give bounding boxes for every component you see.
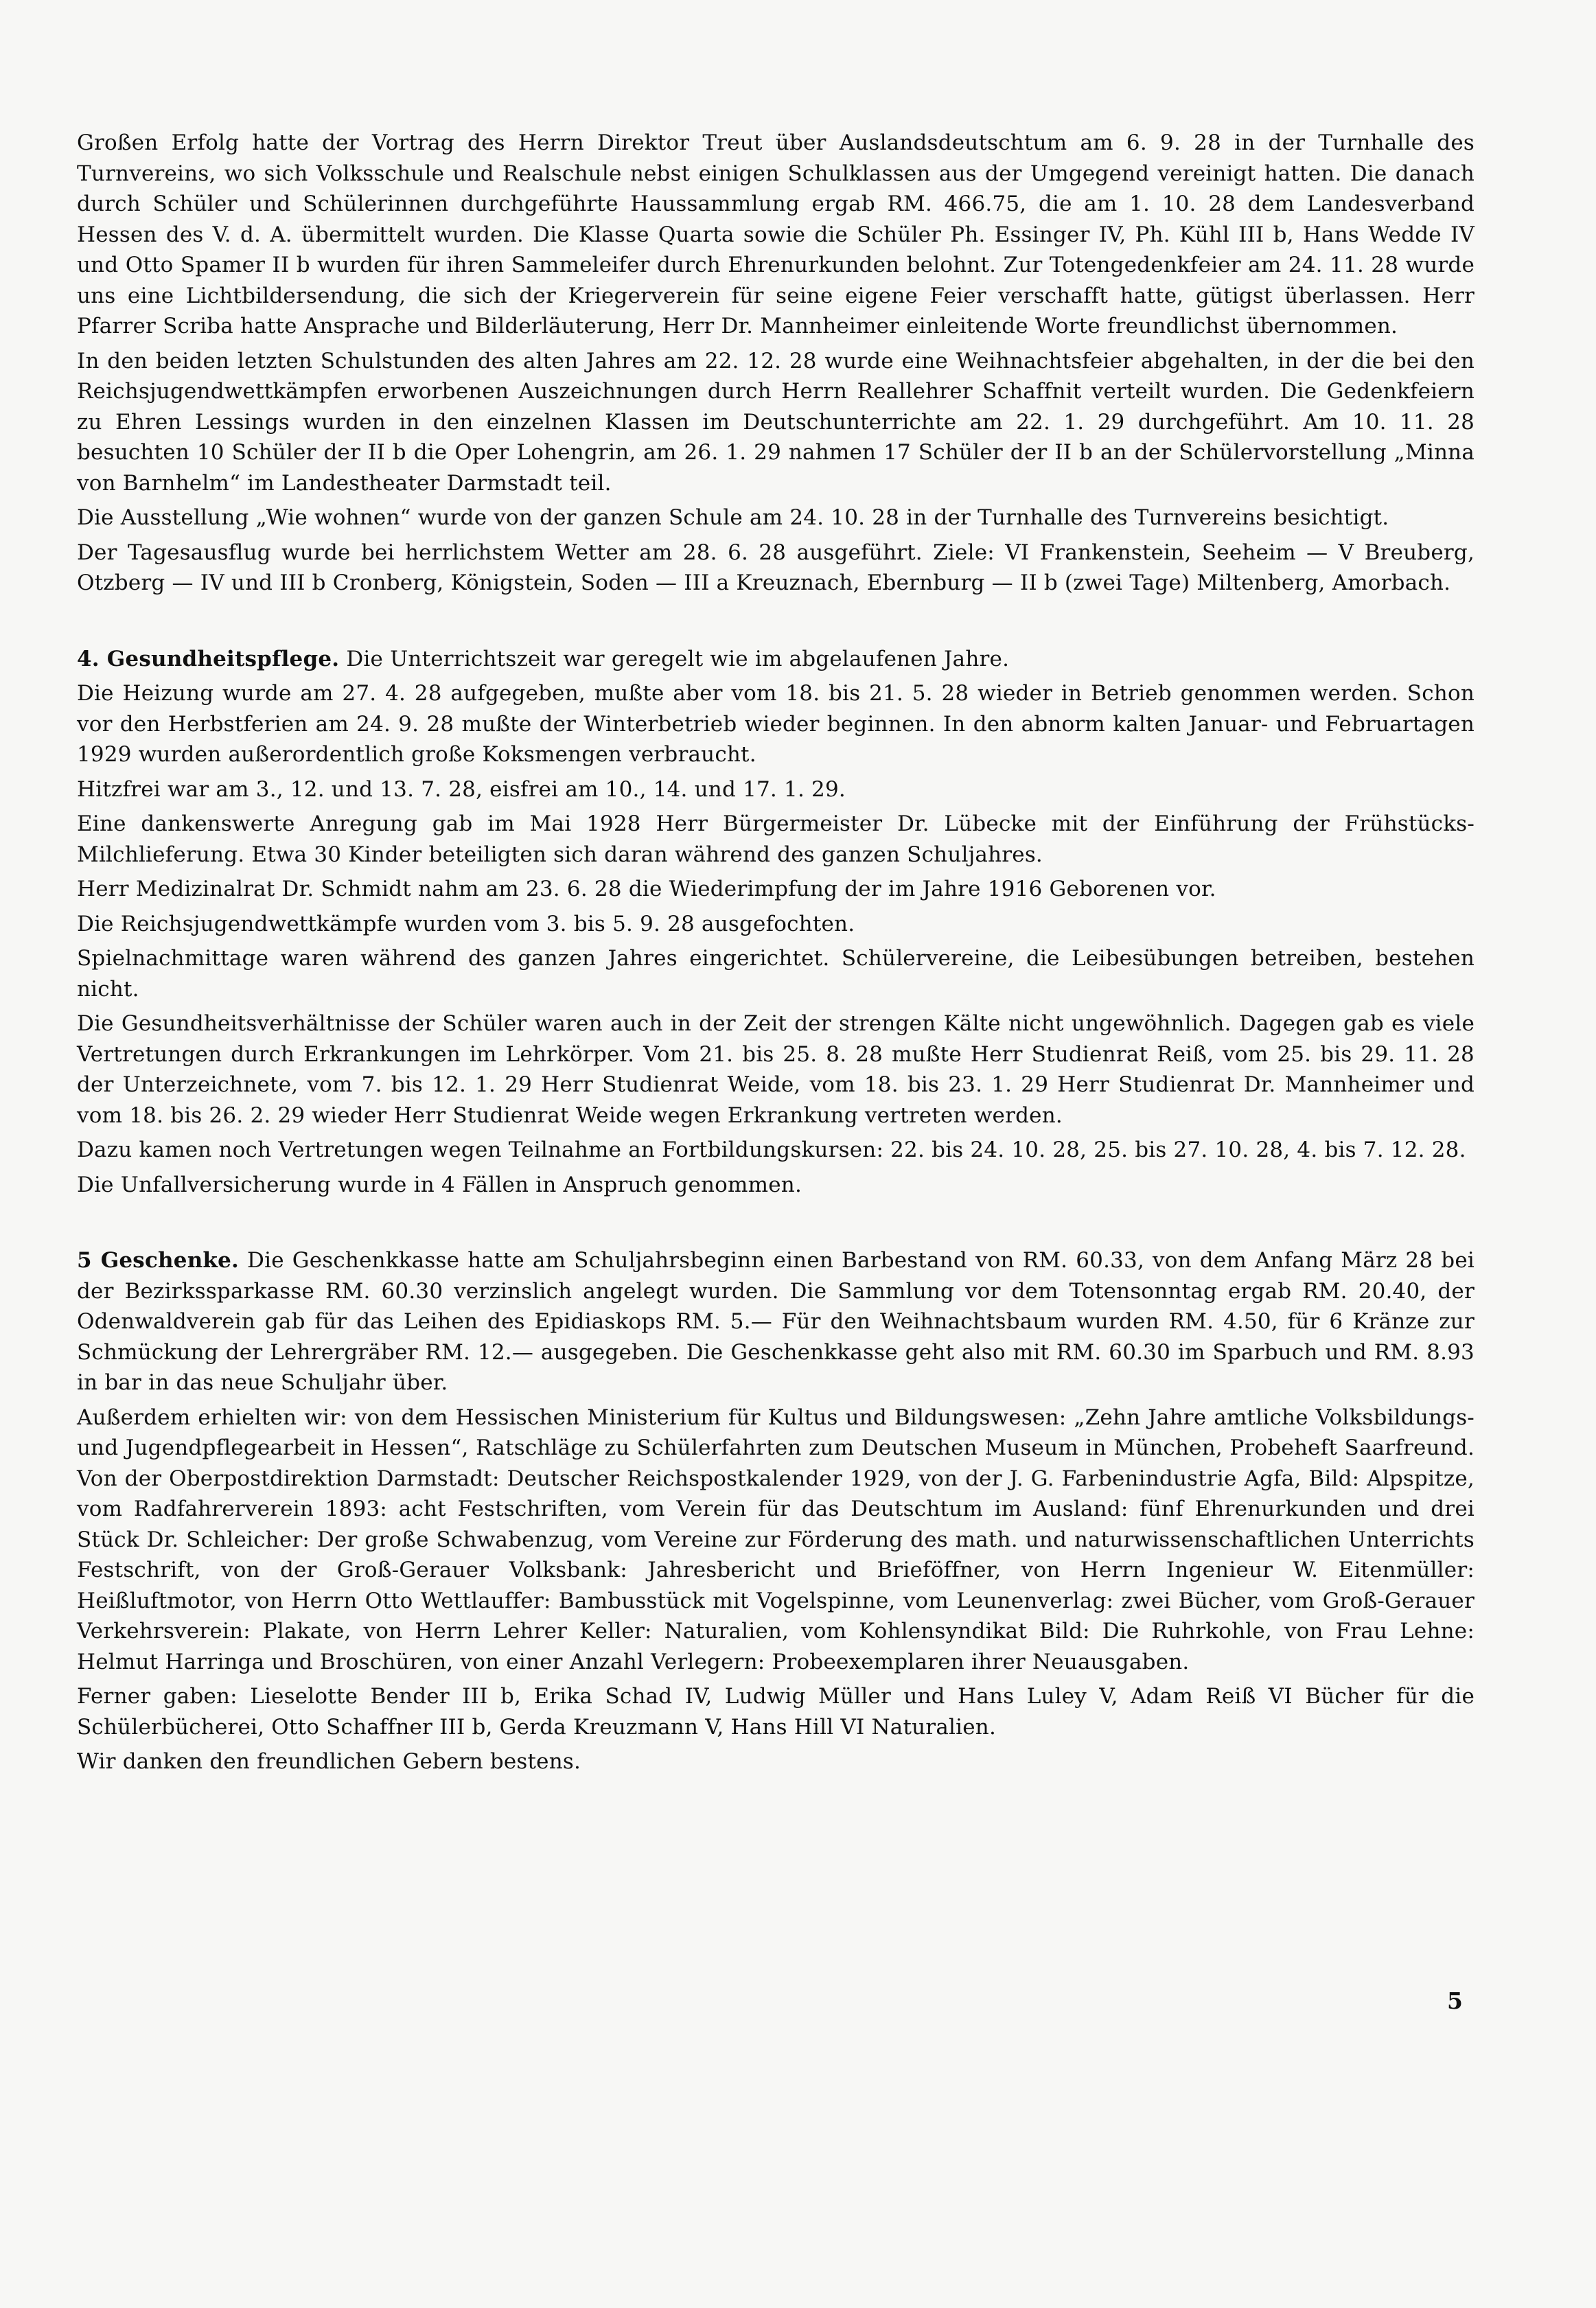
paragraph-milk-delivery: Eine dankenswerte Anregung gab im Mai 1928 Herr Bürgermeister Dr. Lübecke mit der Einführung der Frühstücks-Milchlieferung. Etwa 30 Kinder beteiligten sich daran während des ganzen Schuljahres. bbox=[77, 811, 1474, 867]
paragraph-youth-competitions: Die Reichsjugendwettkämpfe wurden vom 3. bis 5. 9. 28 ausgefochten. bbox=[77, 911, 855, 936]
paragraph-lecture-auslandsdeutschtum: Großen Erfolg hatte der Vortrag des Herrn Direktor Treut über Auslandsdeutschtum am 6. 9. 28 in der Turnhalle des Turnvereins, wo sich Volksschule und Realschule nebst einigen Schulklassen aus der Umgegend vereinigt hatten. Die danach durch Schüler und Schülerinnen durchgeführte Haussammlung ergab RM. 466.75, die am 1. 10. 28 dem Landesverband Hessen des V. d. A. übermittelt wurden. Die Klasse Quarta sowie die Schüler Ph. Essinger IV, Ph. Kühl III b, Hans Wedde IV und Otto Spamer II b wurden für ihren Sammeleifer durch Ehrenurkunden belohnt. Zur Totengedenkfeier am 24. 11. 28 wurde uns eine Lichtbildersendung, die sich der Kriegerverein für seine eigene Feier verschafft hatte, gütigst überlassen. Herr Pfarrer Scriba hatte Ansprache und Bilderläuterung, Herr Dr. Mannheimer einleitende Worte freundlichst übernommen. bbox=[77, 130, 1474, 338]
paragraph-thanks: Wir danken den freundlichen Gebern bestens. bbox=[77, 1749, 581, 1774]
paragraph-christmas-celebration: In den beiden letzten Schulstunden des alten Jahres am 22. 12. 28 wurde eine Weihnachtsfeier abgehalten, in der die bei den Reichsjugendwettkämpfen erworbenen Auszeichnungen durch Herrn Reallehrer Schaffnit verteilt wurden. Die Gedenkfeiern zu Ehren Lessings wurden in den einzelnen Klassen im Deutschunterrichte am 22. 1. 29 durchgeführt. Am 10. 11. 28 besuchten 10 Schüler der II b die Oper Lohengrin, am 26. 1. 29 nahmen 17 Schüler der II b an der Schülervorstellung „Minna von Barnhelm“ im Landestheater Darmstadt teil. bbox=[77, 348, 1474, 496]
section-gifts bbox=[77, 1245, 1474, 1398]
paragraph-vaccination: Herr Medizinalrat Dr. Schmidt nahm am 23. 6. 28 die Wiederimpfung der im Jahre 1916 Geborenen vor. bbox=[77, 877, 1216, 901]
paragraph-training-courses: Dazu kamen noch Vertretungen wegen Teilnahme an Fortbildungskursen: 22. bis 24. 10. 28, 25. bis 27. 10. 28, 4. bis 7. 12. 28. bbox=[77, 1138, 1466, 1162]
health-intro-text: Die Unterrichtszeit war geregelt wie im abgelaufenen Jahre. bbox=[339, 646, 1010, 671]
section-spacer bbox=[77, 1204, 1474, 1245]
paragraph-student-donations: Ferner gaben: Lieselotte Bender III b, Erika Schad IV, Ludwig Müller und Hans Luley V, Adam Reiß VI Bücher für die Schülerbücherei, Otto Schaffner III b, Gerda Kreuzmann V, Hans Hill VI Naturalien. bbox=[77, 1684, 1474, 1740]
report-text bbox=[77, 128, 1474, 1781]
section-health bbox=[77, 644, 1474, 675]
section-heading-gifts: 5 Geschenke. bbox=[77, 1248, 240, 1273]
paragraph-sports-afternoons: Spielnachmittage waren während des ganzen Jahres eingerichtet. Schülervereine, die Leibesübungen betreiben, bestehen nicht. bbox=[77, 946, 1474, 1002]
paragraph-received-gifts: Außerdem erhielten wir: von dem Hessischen Ministerium für Kultus und Bildungswesen: „Zehn Jahre amtliche Volksbildungs- und Jugendpflegearbeit in Hessen“, Ratschläge zu Schülerfahrten zum Deutschen Museum in München, Probeheft Saarfreund. Von der Oberpostdirektion Darmstadt: Deutscher Reichspostkalender 1929, von der J. G. Farbenindustrie Agfa, Bild: Alpspitze, vom Radfahrerverein 1893: acht Festschriften, vom Verein für das Deutschtum im Ausland: fünf Ehrenurkunden und drei Stück Dr. Schleicher: Der große Schwabenzug, vom Vereine zur Förderung des math. und naturwissenschaftlichen Unterrichts Festschrift, von der Groß-Gerauer Volksbank: Jahresbericht und Brieföffner, von Herrn Ingenieur W. Eitenmüller: Heißluftmotor, von Herrn Otto Wettlauffer: Bambusstück mit Vogelspinne, vom Leunenverlag: zwei Bücher, vom Groß-Gerauer Verkehrsverein: Plakate, von Herrn Lehrer Keller: Naturalien, vom Kohlensyndikat Bild: Die Ruhrkohle, von Frau Lehne: Helmut Harringa und Broschüren, von einer Anzahl Verlegern: Probeexemplaren ihrer Neuausgaben. bbox=[77, 1405, 1474, 1674]
section-spacer bbox=[77, 603, 1474, 644]
paragraph-accident-insurance: Die Unfallversicherung wurde in 4 Fällen in Anspruch genommen. bbox=[77, 1172, 802, 1197]
page-number: 5 bbox=[1447, 1987, 1463, 2014]
paragraph-day-trip: Der Tagesausflug wurde bei herrlichstem Wetter am 28. 6. 28 ausgeführt. Ziele: VI Frankenstein, Seeheim — V Breuberg, Otzberg — IV und III b Cronberg, Königstein, Soden — III a Kreuznach, Ebernburg — II b (zwei Tage) Miltenberg, Amorbach. bbox=[77, 540, 1474, 595]
gifts-intro-text: Die Geschenkkasse hatte am Schuljahrsbeginn einen Barbestand von RM. 60.33, von dem Anfang März 28 bei der Bezirkssparkasse RM. 60.30 verzinslich angelegt wurden. Die Sammlung vor dem Totensonntag ergab RM. 20.40, der Odenwaldverein gab für das Leihen des Epidiaskops RM. 5.— Für den Weihnachtsbaum wurden RM. 4.50, für 6 Kränze zur Schmückung der Lehrergräber RM. 12.— ausgegeben. Die Geschenkkasse geht also mit RM. 60.30 im Sparbuch und RM. 8.93 in bar in das neue Schuljahr über. bbox=[77, 1248, 1474, 1395]
paragraph-heating: Die Heizung wurde am 27. 4. 28 aufgegeben, mußte aber vom 18. bis 21. 5. 28 wieder in Betrieb genommen werden. Schon vor den Herbstferien am 24. 9. 28 mußte der Winterbetrieb wieder beginnen. In den abnorm kalten Januar- und Februartagen 1929 wurden außerordentlich große Koksmengen verbraucht. bbox=[77, 681, 1474, 767]
paragraph-heat-days: Hitzfrei war am 3., 12. und 13. 7. 28, eisfrei am 10., 14. und 17. 1. 29. bbox=[77, 776, 846, 802]
paragraph-exhibition: Die Ausstellung „Wie wohnen“ wurde von der ganzen Schule am 24. 10. 28 in der Turnhalle des Turnvereins besichtigt. bbox=[77, 505, 1389, 530]
paragraph-health-conditions: Die Gesundheitsverhältnisse der Schüler waren auch in der Zeit der strengen Kälte nicht ungewöhnlich. Dagegen gab es viele Vertretungen durch Erkrankungen im Lehrkörper. Vom 21. bis 25. 8. 28 mußte Herr Studienrat Reiß, vom 25. bis 29. 11. 28 der Unterzeichnete, vom 7. bis 12. 1. 29 Herr Studienrat Weide, vom 18. bis 23. 1. 29 Herr Studienrat Dr. Mannheimer und vom 18. bis 26. 2. 29 wieder Herr Studienrat Weide wegen Erkrankung vertreten werden. bbox=[77, 1011, 1474, 1128]
section-heading-health: 4. Gesundheitspflege. bbox=[77, 646, 340, 671]
